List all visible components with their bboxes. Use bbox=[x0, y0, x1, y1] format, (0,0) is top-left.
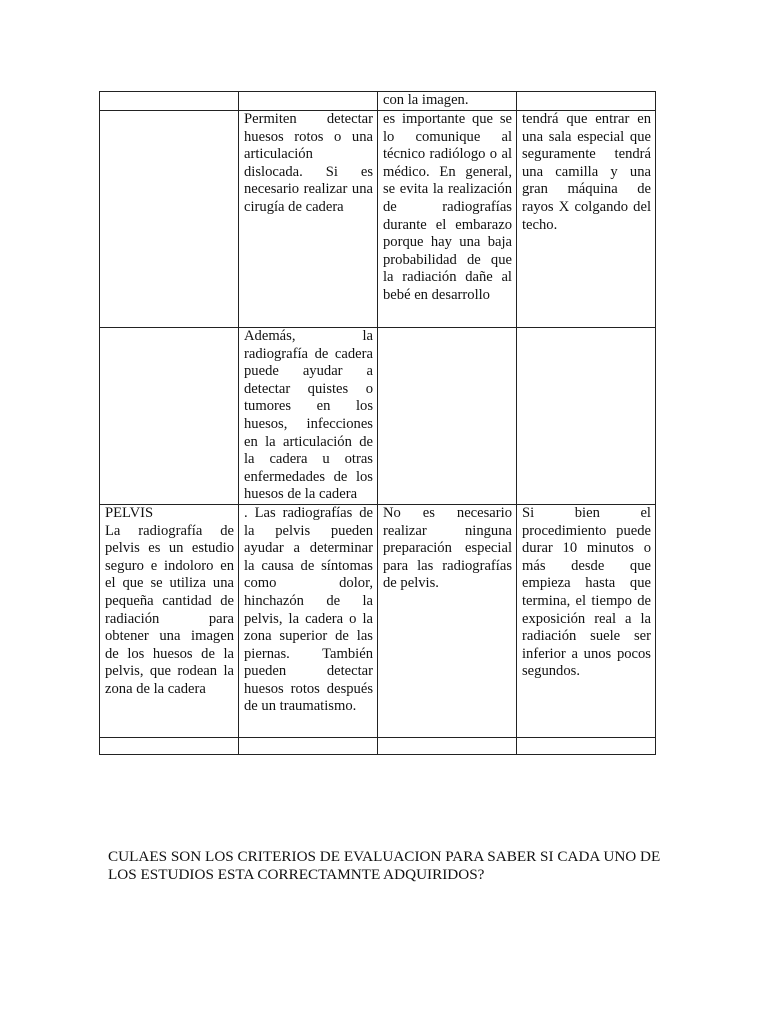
table-cell: . Las radiografías de la pelvis pueden ayudar a determinar la causa de síntomas como dolor, hinchazón de la pelvis, la cadera o la zona superior de las piernas. También pueden detectar huesos rotos después de un traumatismo. bbox=[239, 504, 378, 737]
table-cell bbox=[239, 737, 378, 754]
table-cell bbox=[239, 92, 378, 111]
pelvis-heading: PELVIS bbox=[105, 504, 154, 521]
table-cell bbox=[378, 737, 517, 754]
table-cell: con la imagen. bbox=[378, 92, 517, 111]
table-cell bbox=[378, 328, 517, 505]
table-cell: Si bien el procedimiento puede durar 10 minutos o más desde que empieza hasta que termina, el tiempo de exposición real a la radiación suele ser inferior a unos pocos segundos. bbox=[517, 504, 656, 737]
table-cell bbox=[100, 737, 239, 754]
table-cell: Además, la radiografía de cadera puede ayudar a detectar quistes o tumores en los huesos, infecciones en la articulación de la cadera u otras enfermedades de los huesos de la cadera bbox=[239, 328, 378, 505]
study-table bbox=[99, 91, 656, 755]
table-cell bbox=[517, 737, 656, 754]
table-cell: tendrá que entrar en una sala especial que seguramente tendrá una camilla y una gran máquina de rayos X colgando del techo. bbox=[517, 111, 656, 328]
table-row bbox=[100, 737, 656, 754]
table-row bbox=[100, 504, 656, 737]
table-cell: Permiten detectar huesos rotos o una articulación dislocada. Si es necesario realizar una cirugía de cadera bbox=[239, 111, 378, 328]
table-cell bbox=[100, 328, 239, 505]
pelvis-description: La radiografía de pelvis es un estudio seguro e indoloro en el que se utiliza una pequeña cantidad de radiación para obtener una imagen de los huesos de la pelvis, que rodean la zona de la cadera bbox=[105, 522, 234, 697]
evaluation-question: CULAES SON LOS CRITERIOS DE EVALUACION PARA SABER SI CADA UNO DE LOS ESTUDIOS ESTA CORRECTAMNTE ADQUIRIDOS? bbox=[108, 848, 661, 883]
table-cell bbox=[517, 328, 656, 505]
table-row bbox=[100, 92, 656, 111]
table-row bbox=[100, 328, 656, 505]
table-cell: es importante que se lo comunique al técnico radiólogo o al médico. En general, se evita la realización de radiografías durante el embarazo porque hay una baja probabilidad de que la radiación dañe al bebé en desarrollo bbox=[378, 111, 517, 328]
table-cell bbox=[100, 111, 239, 328]
table-cell bbox=[517, 92, 656, 111]
table-row bbox=[100, 111, 656, 328]
table-cell bbox=[100, 504, 239, 737]
table-cell: No es necesario realizar ninguna preparación especial para las radiografías de pelvis. bbox=[378, 504, 517, 737]
table-cell bbox=[100, 92, 239, 111]
